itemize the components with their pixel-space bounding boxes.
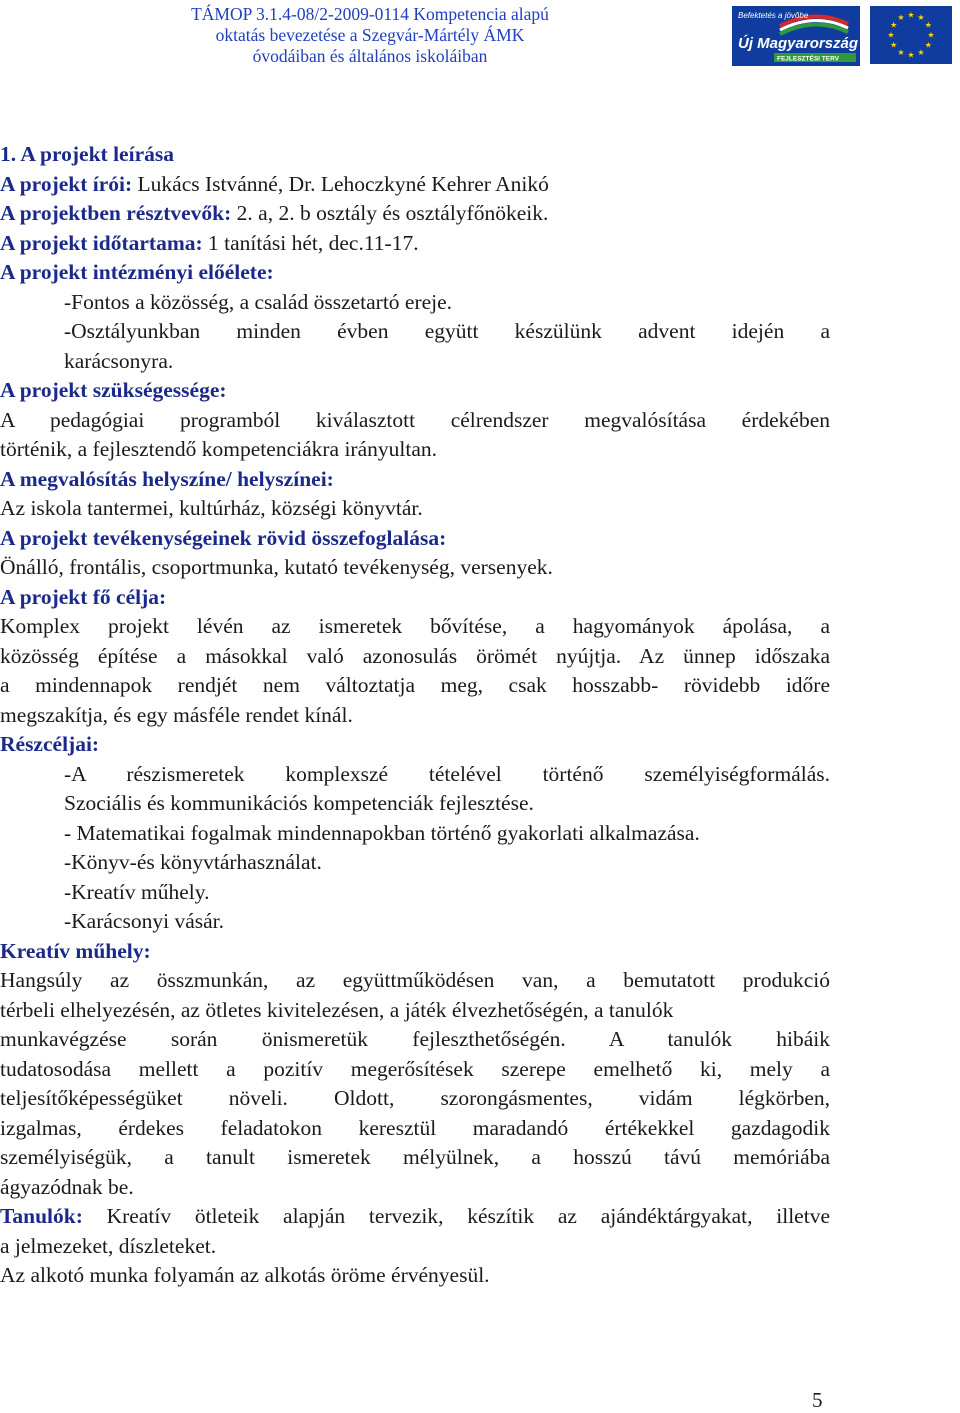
summary-text: Önálló, frontális, csoportmunka, kutató tevékenység, versenyek. [0, 555, 553, 579]
header-title [120, 4, 620, 67]
history-label: A projekt intézményi előélete: [0, 260, 274, 284]
goal-text-4: megszakítja, és egy másféle rendet kínál. [0, 702, 353, 727]
uj-magyarorszag-eu-logo [730, 4, 955, 68]
page-header [0, 0, 960, 82]
necessity-text-1: A pedagógiai programból kiválasztott célrendszer megvalósítása érdekében [0, 407, 830, 432]
document-body [0, 140, 830, 1291]
section-heading: 1. A projekt leírása [0, 142, 174, 166]
eu-star: ★ [897, 13, 905, 23]
header-line-1: TÁMOP 3.1.4-08/2-2009-0114 Kompetencia alapú [191, 4, 549, 24]
workshop-text-1: Hangsúly az összmunkán, az együttműködésen van, a bemutatott produkció [0, 968, 830, 992]
subgoal-item-1: -A részismeretek komplexszé tételével történő személyiségformálás. [64, 761, 830, 786]
goal-text-3: a mindennapok rendjét nem változtatja meg, csak hosszabb- rövidebb időre [0, 673, 830, 697]
logo-title: Új Magyarország [738, 35, 859, 52]
eu-star: ★ [907, 50, 915, 60]
eu-star: ★ [897, 47, 905, 57]
goal-label: A projekt fő célja: [0, 584, 167, 609]
eu-star: ★ [917, 13, 925, 23]
authors-value: Lukács Istvánné, Dr. Lehoczkyné Kehrer Anikó [132, 171, 549, 196]
eu-star: ★ [887, 30, 895, 40]
history-item-2-cont: karácsonyra. [64, 348, 174, 373]
subgoals-label: Részcéljai: [0, 732, 100, 756]
eu-star: ★ [927, 30, 935, 40]
workshop-text-7: személyiségük, a tanult ismeretek mélyülnek, a hosszú távú memóriába [0, 1145, 830, 1169]
eu-star: ★ [890, 20, 898, 30]
workshop-text-3: munkavégzése során önismeretük fejleszthetőségén. A tanulók hibáik [0, 1027, 830, 1051]
page-number: 5 [812, 1388, 823, 1412]
subgoal-item-4: -Kreatív műhely. [64, 879, 210, 904]
participants-label: A projektben résztvevők: [0, 201, 232, 225]
workshop-text-4: tudatosodása mellett a pozitív megerősítések szerepe emelhető ki, mely a [0, 1056, 830, 1081]
goal-text-2: közösség építése a másokkal való azonosulás örömét nyújtja. Az ünnep időszaka [0, 643, 830, 668]
workshop-text-2: térbeli elhelyezésén, az ötletes kivitelezésen, a játék élvezhetőségén, a tanulók [0, 997, 674, 1022]
students-row [0, 1202, 830, 1232]
subgoal-item-5: -Karácsonyi vásár. [64, 909, 224, 933]
duration-value: 1 tanítási hét, dec.11-17. [202, 230, 419, 255]
eu-star: ★ [924, 40, 932, 50]
eu-star: ★ [917, 47, 925, 57]
goal-text-1: Komplex projekt lévén az ismeretek bővítése, a hagyományok ápolása, a [0, 614, 830, 638]
history-item-1: -Fontos a közösség, a család összetartó ereje. [64, 289, 453, 314]
students-label: Tanulók: [0, 1204, 83, 1228]
students-text-3: Az alkotó munka folyamán az alkotás öröme érvényesül. [0, 1263, 490, 1287]
workshop-text-8: ágyazódnak be. [0, 1174, 134, 1199]
duration-label: A projekt időtartama: [0, 230, 203, 255]
workshop-text-6: izgalmas, érdekes feladatokon keresztül maradandó értékekkel gazdagodik [0, 1115, 830, 1140]
students-text-2: a jelmezeket, díszleteket. [0, 1233, 217, 1258]
header-line-2: oktatás bevezetése a Szegvár-Mártély ÁMK [215, 25, 525, 45]
subgoal-item-1-cont: Szociális és kommunikációs kompetenciák fejlesztése. [64, 791, 534, 815]
necessity-label: A projekt szükségessége: [0, 378, 227, 402]
participants-value: 2. a, 2. b osztály és osztályfőnökeik. [231, 201, 549, 225]
students-text-1: Kreatív ötleteik alapján tervezik, készítik az ajándéktárgyakat, illetve [82, 1204, 830, 1228]
subgoal-item-2: - Matematikai fogalmak mindennapokban történő gyakorlati alkalmazása. [64, 820, 700, 845]
subgoal-item-3: -Könyv-és könyvtárhasználat. [64, 850, 322, 874]
logo-subtitle: FEJLESZTÉSI TERV [777, 55, 840, 63]
eu-star: ★ [890, 40, 898, 50]
location-text: Az iskola tantermei, kultúrház, községi könyvtár. [0, 496, 423, 520]
participants-row [0, 199, 830, 229]
duration-row [0, 229, 830, 259]
header-line-3: óvodáiban és általános iskoláiban [252, 46, 488, 66]
authors-row [0, 170, 830, 200]
location-label: A megvalósítás helyszíne/ helyszínei: [0, 466, 334, 491]
eu-star: ★ [924, 20, 932, 30]
workshop-text-5: teljesítőképességüket növeli. Oldott, szorongásmentes, vidám légkörben, [0, 1086, 830, 1110]
eu-star: ★ [907, 10, 915, 20]
history-item-2: -Osztályunkban minden évben együtt készülünk advent idején a [64, 319, 830, 343]
necessity-text-2: történik, a fejlesztendő kompetenciákra irányultan. [0, 437, 437, 461]
summary-label: A projekt tevékenységeinek rövid összefoglalása: [0, 525, 447, 550]
workshop-label: Kreatív műhely: [0, 938, 151, 963]
authors-label: A projekt írói: [0, 171, 133, 196]
logo-tagline: Befektetés a jövőbe [738, 11, 809, 20]
